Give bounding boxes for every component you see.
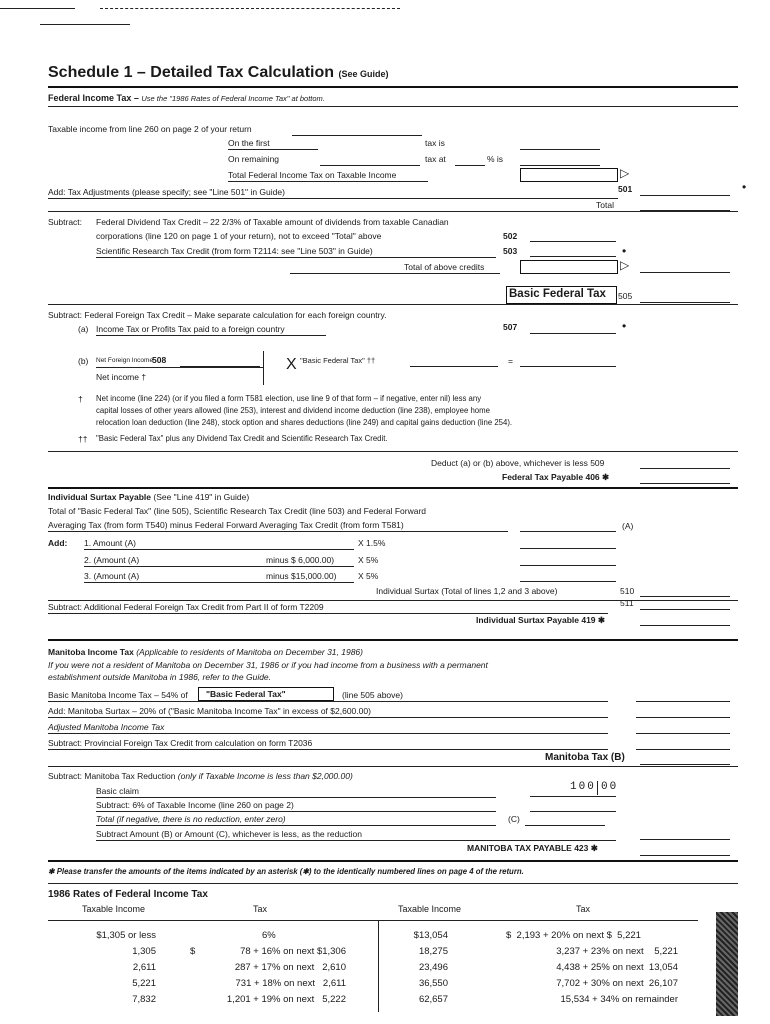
deduct-field[interactable] [640, 468, 730, 469]
manitoba-note-1: If you were not a resident of Manitoba on December 31, 1986 or if you had income from a business with a permanent [48, 660, 488, 670]
divider [48, 717, 608, 718]
surtax-row-3-label: 3. (Amount (A) [84, 571, 140, 581]
bullet-icon: • [622, 244, 627, 258]
provincial-foreign-credit-label: Subtract: Provincial Foreign Tax Credit from calculation on form T2036 [48, 738, 313, 748]
divider [48, 86, 738, 88]
line-508: 508 [152, 355, 167, 365]
divider [96, 825, 496, 826]
scan-mark [100, 8, 400, 9]
six-percent-label: Subtract: 6% of Taxable Income (line 260 on page 2) [96, 800, 294, 810]
divider [48, 211, 738, 212]
manitoba-note-2: establishment outside Manitoba in 1986, refer to the Guide. [48, 672, 272, 682]
basic-manitoba-tax-label: Basic Manitoba Income Tax – 54% of [48, 690, 188, 700]
arrow-right-icon: ▷ [620, 166, 630, 180]
divider [290, 273, 500, 274]
divider [48, 766, 738, 767]
rates-right-income: 23,496 [418, 962, 448, 973]
federal-tax-payable-label: Federal Tax Payable 406 ✱ [502, 472, 610, 482]
foreign-credit-b-field[interactable] [520, 366, 616, 367]
amount-a-field[interactable] [520, 531, 616, 532]
rates-left-tax: 1,201 + 19% on next 5,222 [226, 994, 346, 1005]
divider [96, 811, 496, 812]
rates-left-income: $1,305 or less [96, 930, 156, 941]
rates-left-tax: 731 + 18% on next 2,611 [235, 978, 346, 989]
individual-surtax-field[interactable] [640, 596, 730, 597]
basic-claim-cents: 00 [601, 781, 619, 793]
manitoba-surtax-field[interactable] [636, 717, 730, 718]
divider [48, 531, 508, 532]
basic-federal-tax-label: Basic Federal Tax [509, 288, 606, 300]
divider [48, 883, 738, 884]
manitoba-tax-field[interactable] [640, 764, 730, 765]
surtax-base-label: Total of "Basic Federal Tax" (line 505), Scientific Research Tax Credit (line 503) and Federal Forward [48, 506, 427, 516]
rates-right-income: 18,275 [418, 946, 448, 957]
add-label: Add: [48, 538, 68, 548]
equals-sign: = [508, 356, 513, 366]
pct-is-label: % is [487, 154, 504, 164]
item-a-label: (a) [78, 324, 89, 334]
divider [228, 149, 318, 150]
dividend-credit-label: Federal Dividend Tax Credit – 22 2/3% of Taxable amount of dividends from taxable Canadian [96, 217, 449, 227]
tax-is-label: tax is [425, 138, 445, 148]
foreign-tax-paid-label: Income Tax or Profits Tax paid to a foreign country [96, 324, 285, 334]
surtax-row-2-field[interactable] [520, 565, 616, 566]
tax-adjustments-label: Add: Tax Adjustments (please specify; see "Line 501" in Guide) [48, 187, 285, 197]
footnote-1: Net income (line 224) (or if you filed a form T581 election, use line 9 of that form – if negative, enter nil) less any [96, 394, 482, 403]
foreign-tax-paid-field[interactable] [530, 333, 616, 334]
rates-right-income: 36,550 [418, 978, 448, 989]
bullet-icon: • [742, 180, 747, 194]
manitoba-surtax-label: Add: Manitoba Surtax – 20% of ("Basic Manitoba Income Tax" in excess of $2,600.00) [48, 706, 371, 716]
rates-left-dollar: $ [190, 946, 196, 957]
rates-right-tax: 3,237 + 23% on next 5,221 [556, 946, 678, 957]
surtax-base-label-2: Averaging Tax (from form T540) minus Federal Forward Averaging Tax Credit (from form T581) [48, 520, 404, 530]
divider [48, 106, 738, 107]
footnote-1-line-2: capital losses of other years allowed (line 253), interest and dividend income deduction (line 238), employee home [96, 406, 490, 415]
rates-right-tax: 7,702 + 30% on next 26,107 [556, 978, 678, 989]
adjusted-manitoba-tax-field[interactable] [636, 733, 730, 734]
credits-result-field[interactable] [640, 272, 730, 273]
sci-research-label: Scientific Research Tax Credit (from form T2114: see "Line 503" in Guide) [96, 246, 373, 256]
divider [48, 749, 608, 750]
divider [48, 304, 738, 305]
divider [48, 920, 698, 921]
manitoba-tax-label: Manitoba Tax (B) [545, 752, 625, 763]
total-credits-field[interactable] [520, 260, 618, 274]
divider [96, 797, 496, 798]
divider [48, 198, 618, 199]
rates-left-income: 5,221 [132, 978, 156, 989]
rates-right-tax: 15,534 + 34% on remainder [560, 994, 678, 1005]
line-502: 502 [503, 231, 518, 241]
manitoba-reduction-label: Subtract: Manitoba Tax Reduction (only if Taxable Income is less than $2,000.00) [48, 771, 353, 781]
surtax-row-1-rate: X 1.5% [358, 538, 386, 548]
divider [48, 613, 608, 614]
surtax-row-2-rate: X 5% [358, 555, 379, 565]
rates-left-income: 2,611 [132, 962, 156, 973]
deduct-label: Deduct (a) or (b) above, whichever is less 509 [431, 458, 605, 468]
on-first-tax-field[interactable] [520, 149, 600, 150]
total-federal-field[interactable] [520, 168, 618, 182]
divider [84, 549, 354, 550]
surtax-heading: Individual Surtax Payable (See "Line 419" in Guide) [48, 492, 250, 502]
scan-mark [0, 8, 75, 9]
divider [228, 181, 428, 182]
six-percent-field[interactable] [530, 811, 616, 812]
line-503: 503 [503, 246, 518, 256]
rates-left-tax: 78 + 16% on next $1,306 [240, 946, 346, 957]
subtract-label: Subtract: [48, 217, 83, 227]
tax-rate-field[interactable] [455, 165, 485, 166]
total-label: Total [596, 200, 614, 210]
basic-federal-tax-ref: "Basic Federal Tax" [206, 689, 286, 699]
divider [96, 335, 326, 336]
line-501: 501 [618, 184, 633, 194]
on-remaining-tax-field[interactable] [520, 165, 600, 166]
line-510: 510 [620, 586, 635, 596]
divider [84, 582, 354, 583]
rates-col-income: Taxable Income [82, 904, 146, 914]
double-dagger-mark: †† [78, 434, 88, 444]
column-divider [378, 920, 379, 1012]
divider [48, 639, 738, 641]
taxable-income-field[interactable] [292, 135, 422, 136]
divider [48, 860, 738, 862]
foreign-credit-label: Subtract: Federal Foreign Tax Credit – Make separate calculation for each foreign country. [48, 310, 387, 320]
basic-claim-dollars: 100 [570, 781, 596, 793]
surtax-row-1-field[interactable] [520, 548, 616, 549]
rates-right-tax: $ 2,193 + 20% on next $ 5,221 [506, 930, 641, 941]
dividend-credit-field[interactable] [530, 241, 616, 242]
transfer-note: ✱ Please transfer the amounts of the items indicated by an asterisk (✱) to the identically numbered lines on page 4 of the return. [48, 867, 524, 876]
reduction-amount-field[interactable] [640, 839, 730, 840]
surtax-row-3-minus: minus $15,000.00) [266, 571, 337, 581]
scan-artifact [716, 912, 738, 1016]
surtax-row-2-label: 2. (Amount (A) [84, 555, 140, 565]
on-first-label: On the first [228, 138, 270, 148]
divider [96, 257, 496, 258]
manitoba-heading: Manitoba Income Tax (Applicable to residents of Manitoba on December 31, 1986) [48, 647, 363, 657]
manitoba-tax-payable-label: MANITOBA TAX PAYABLE 423 ✱ [467, 843, 598, 853]
arrow-right-icon: ▷ [620, 258, 630, 272]
total-federal-label: Total Federal Income Tax on Taxable Income [228, 170, 397, 180]
marker-c: (C) [508, 814, 520, 824]
divider [263, 351, 264, 385]
divider [96, 840, 616, 841]
adjusted-manitoba-tax-label: Adjusted Manitoba Income Tax [48, 722, 165, 732]
tax-at-label: tax at [425, 154, 446, 164]
dagger-mark: † [78, 394, 83, 404]
surtax-row-1-label: 1. Amount (A) [84, 538, 136, 548]
line-507: 507 [503, 322, 518, 332]
rates-right-income: $13,054 [413, 930, 448, 941]
basic-manitoba-tax-field[interactable] [636, 701, 730, 702]
rates-col-tax-right: Tax [576, 904, 591, 914]
provincial-foreign-credit-field[interactable] [636, 749, 730, 750]
surtax-payable-label: Individual Surtax Payable 419 ✱ [476, 615, 606, 625]
divider [48, 701, 608, 702]
divider [48, 487, 738, 489]
scan-mark [40, 24, 130, 25]
line-505: 505 [618, 291, 633, 301]
multiply-icon: X [286, 356, 297, 373]
on-remaining-field[interactable] [320, 165, 420, 166]
rates-right-tax: 4,438 + 25% on next 13,054 [556, 962, 678, 973]
bullet-icon: • [622, 319, 627, 333]
sci-research-field[interactable] [530, 256, 616, 257]
rates-left-income: 1,305 [132, 946, 156, 957]
basic-federal-tax-field[interactable] [640, 302, 730, 303]
divider [48, 451, 738, 452]
footnote-1-line-3: relocation loan deduction (line 248), stock option and shares deductions (line 249) and capital gains deduction (line 254). [96, 418, 513, 427]
surtax-row-3-field[interactable] [520, 581, 616, 582]
cents-divider [597, 781, 598, 795]
individual-surtax-label: Individual Surtax (Total of lines 1,2 and 3 above) [376, 586, 558, 596]
tax-adjustments-field[interactable] [640, 195, 730, 196]
item-b-label: (b) [78, 356, 89, 366]
rates-col-tax: Tax [253, 904, 268, 914]
rates-left-tax: 287 + 17% on next 2,610 [234, 962, 346, 973]
marker-a: (A) [622, 521, 634, 531]
page-title: Schedule 1 – Detailed Tax Calculation (See Guide) [48, 64, 389, 81]
footnote-2: "Basic Federal Tax" plus any Dividend Tax Credit and Scientific Research Tax Credit. [96, 434, 388, 443]
taxable-income-label: Taxable income from line 260 on page 2 of your return [48, 124, 252, 134]
dividend-credit-label-2: corporations (line 120 on page 1 of your return), not to exceed "Total" above [96, 231, 382, 241]
amount-c-field[interactable] [525, 825, 605, 826]
divider [48, 733, 608, 734]
net-income-label: Net income † [96, 372, 147, 382]
divider [84, 566, 354, 567]
rates-col-income-right: Taxable Income [398, 904, 462, 914]
reduction-total-label: Total (if negative, there is no reduction, enter zero) [96, 814, 286, 824]
additional-foreign-credit-field[interactable] [640, 609, 730, 610]
on-remaining-label: On remaining [228, 154, 280, 164]
reduction-amount-label: Subtract Amount (B) or Amount (C), whichever is less, as the reduction [96, 829, 362, 839]
total-credits-label: Total of above credits [404, 262, 485, 272]
line-511: 511 [620, 598, 634, 608]
basic-fed-tax-ref: "Basic Federal Tax" †† [300, 356, 376, 365]
basic-claim-field [530, 796, 616, 797]
surtax-row-2-minus: minus $ 6,000.00) [266, 555, 335, 565]
basic-claim-label: Basic claim [96, 786, 139, 796]
line-505-ref: (line 505 above) [342, 690, 403, 700]
rates-right-income: 62,657 [418, 994, 448, 1005]
surtax-row-3-rate: X 5% [358, 571, 379, 581]
rates-left-tax: 6% [262, 930, 276, 941]
surtax-payable-field[interactable] [640, 625, 730, 626]
rates-title: 1986 Rates of Federal Income Tax [48, 889, 208, 900]
additional-foreign-credit-label: Subtract: Additional Federal Foreign Tax Credit from Part II of form T2209 [48, 602, 324, 612]
rates-left-income: 7,832 [132, 994, 156, 1005]
net-foreign-income-label: Net Foreign Income [96, 357, 154, 364]
manitoba-tax-payable-field[interactable] [640, 855, 730, 856]
divider [48, 600, 738, 601]
federal-heading: Federal Income Tax – Use the "1986 Rates of Federal Income Tax" at bottom. [48, 93, 325, 103]
federal-tax-payable-field[interactable] [640, 483, 730, 484]
bft-ref-field[interactable] [410, 366, 498, 367]
fraction-bar [96, 367, 264, 368]
